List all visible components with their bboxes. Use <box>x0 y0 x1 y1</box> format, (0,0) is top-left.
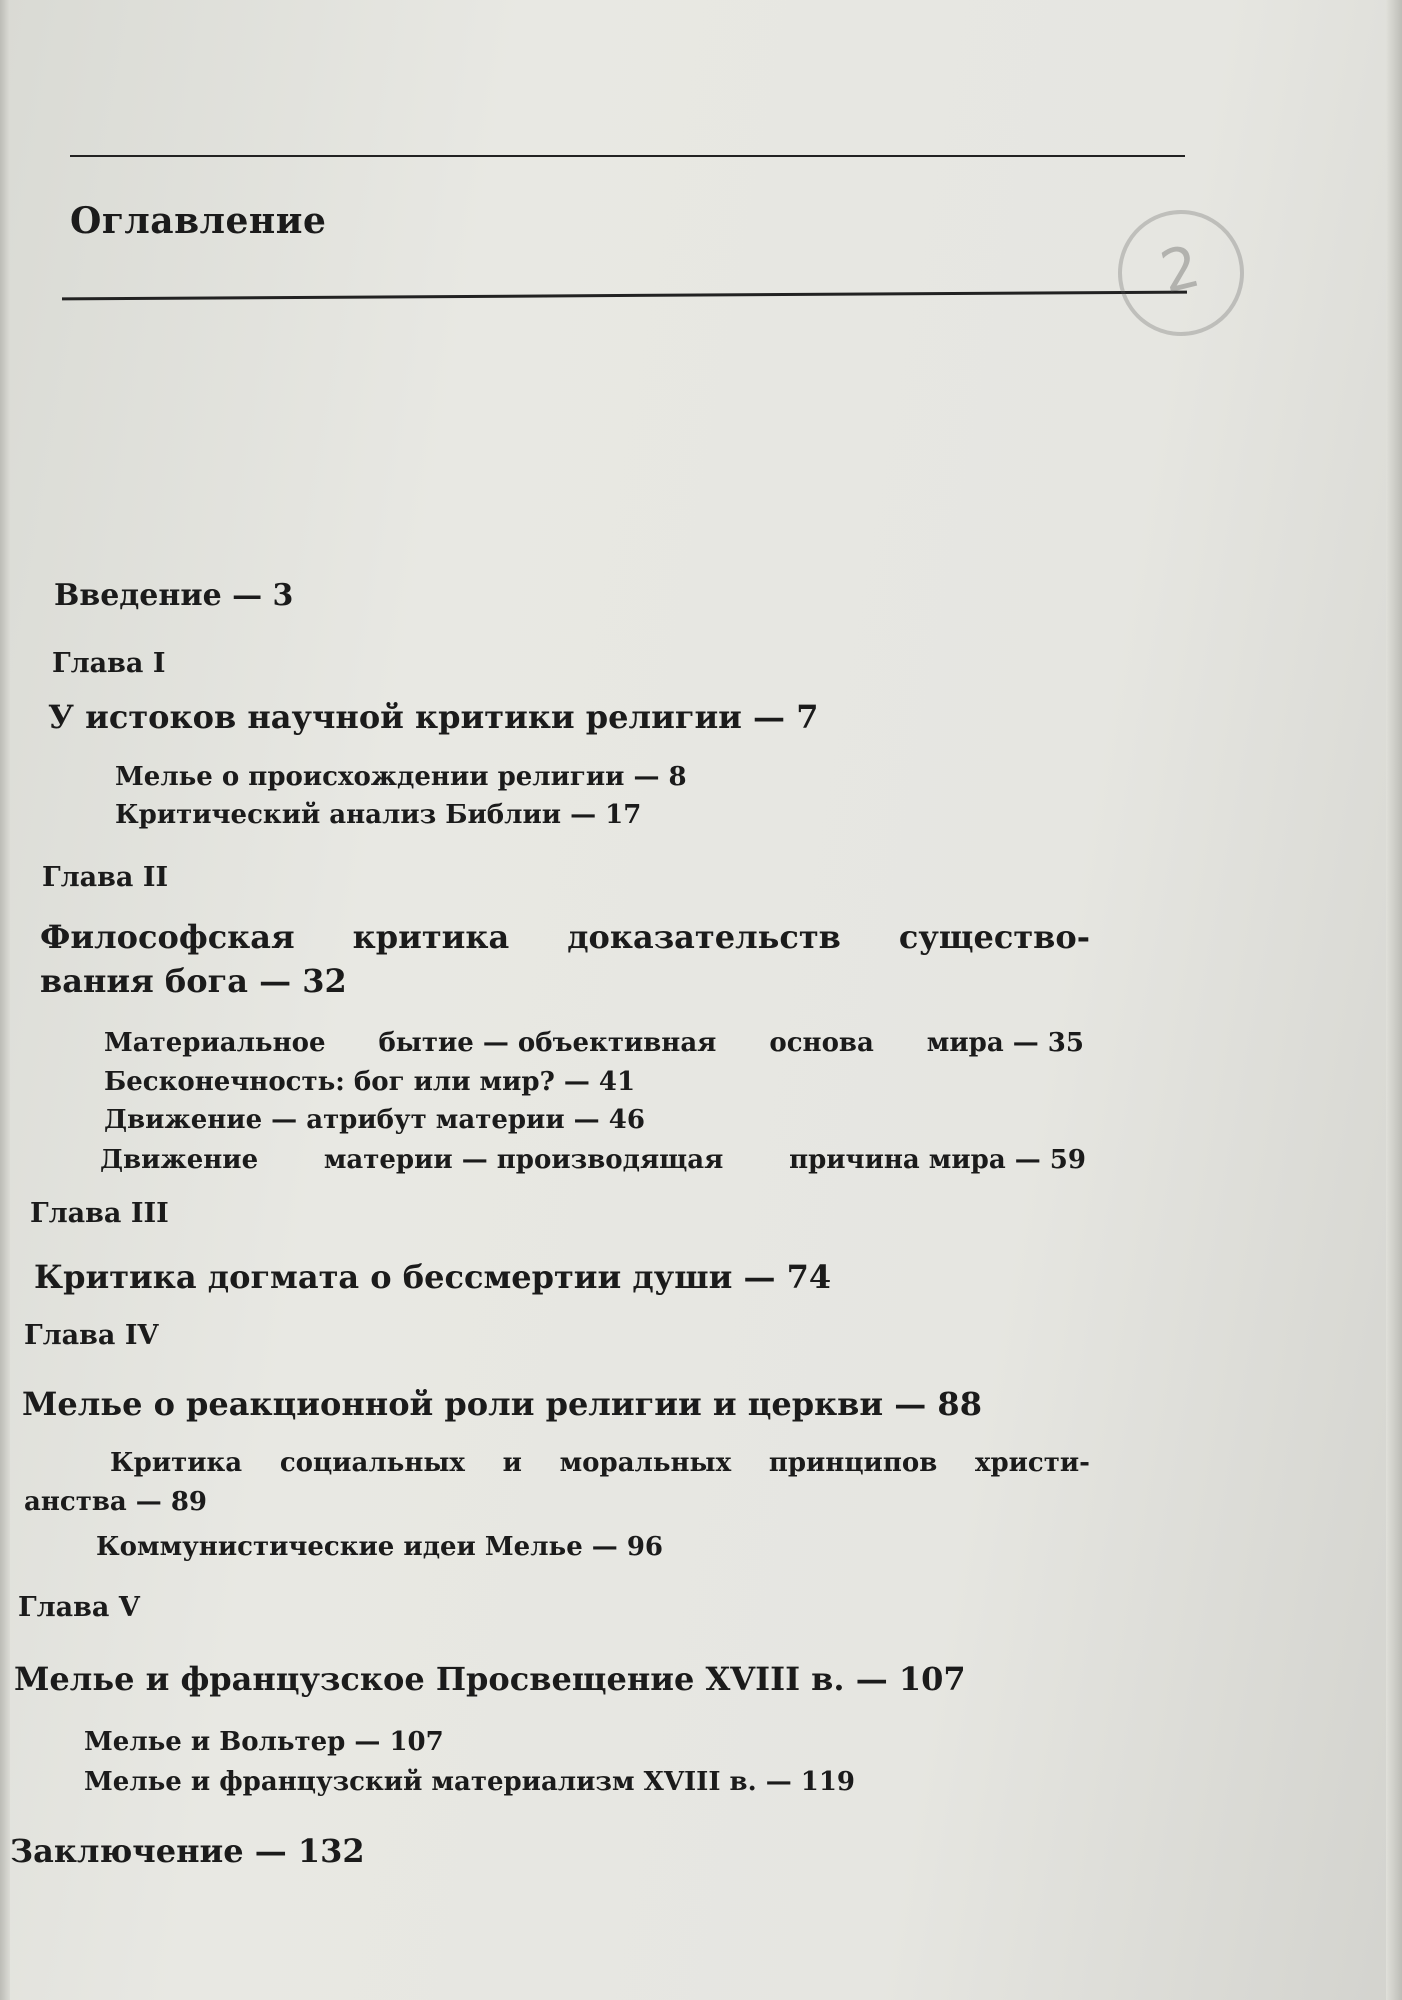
chapter-title-5: Мелье и французское Просвещение XVIII в. — 107 <box>14 1660 966 1698</box>
page-title: Оглавление <box>70 200 327 242</box>
title-word: Философская <box>40 918 295 956</box>
toc-section-2-2: Бесконечность: бог или мир? — 41 <box>104 1067 636 1097</box>
section-word: принципов <box>768 1448 938 1478</box>
chapter-title-1: У истоков научной критики религии — 7 <box>48 698 819 736</box>
chapter-title-4: Мелье о реакционной роли религии и церкви — 88 <box>22 1385 982 1423</box>
page-edge-shadow <box>1386 0 1402 2000</box>
section-word: Движение <box>100 1145 259 1175</box>
page-gutter-shadow <box>0 0 10 2000</box>
chapter-title-3: Критика догмата о бессмертии души — 74 <box>34 1258 832 1296</box>
toc-section-4-2: Коммунистические идеи Мелье — 96 <box>96 1532 664 1562</box>
bottom-rule <box>62 291 1187 301</box>
section-word: моральных <box>559 1448 732 1478</box>
toc-section-1-1: Мелье о происхождении религии — 8 <box>115 762 687 792</box>
section-word: и <box>502 1448 522 1478</box>
chapter-label-5: Глава V <box>18 1592 140 1623</box>
toc-section-2-3: Движение — атрибут материи — 46 <box>104 1105 645 1135</box>
top-rule <box>70 155 1185 157</box>
chapter-label-2: Глава II <box>42 862 169 893</box>
library-stamp-icon <box>1105 197 1258 350</box>
section-word: причина мира — 59 <box>789 1145 1086 1175</box>
stamp-glyph: 2 <box>1153 231 1207 307</box>
toc-entry-conclusion: Заключение — 132 <box>10 1832 365 1870</box>
section-word: Критика <box>110 1448 243 1478</box>
toc-section-5-1: Мелье и Вольтер — 107 <box>84 1727 444 1757</box>
section-word: Материальное <box>104 1028 326 1058</box>
section-word: мира — 35 <box>926 1028 1084 1058</box>
toc-section-2-1 <box>104 1028 1084 1058</box>
toc-section-2-4 <box>100 1145 1086 1175</box>
toc-section-5-2: Мелье и французский материализм XVIII в. — 119 <box>84 1767 856 1797</box>
section-word: социальных <box>279 1448 465 1478</box>
chapter-label-4: Глава IV <box>24 1320 159 1351</box>
chapter-title-2-line1 <box>40 918 1090 956</box>
section-word: основа <box>769 1028 874 1058</box>
chapter-title-2-line2: вания бога — 32 <box>40 962 347 1000</box>
chapter-label-1: Глава I <box>52 648 166 679</box>
title-word: доказательств <box>567 918 841 956</box>
toc-section-4-1-line1 <box>110 1448 1090 1478</box>
title-word: критика <box>352 918 510 956</box>
toc-entry-introduction: Введение — 3 <box>54 578 294 613</box>
toc-section-4-1-line2: анства — 89 <box>24 1487 208 1517</box>
toc-section-1-2: Критический анализ Библии — 17 <box>115 800 642 830</box>
section-word: материи — производящая <box>323 1145 724 1175</box>
chapter-label-3: Глава III <box>30 1198 169 1229</box>
section-word: христи- <box>974 1448 1090 1478</box>
section-word: бытие — объективная <box>378 1028 717 1058</box>
title-word: существо- <box>898 918 1090 956</box>
